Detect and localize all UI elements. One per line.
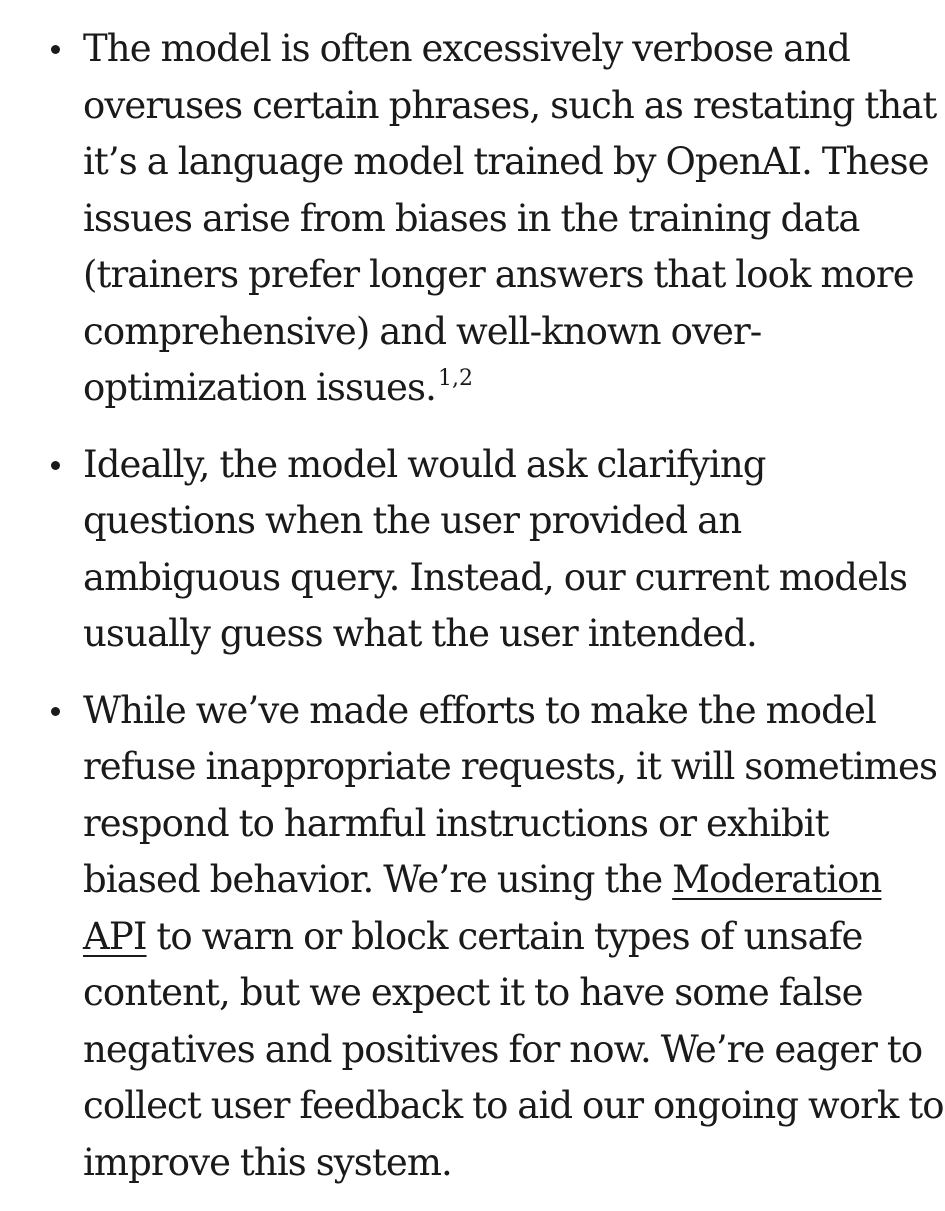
text-line: refuse inappropriate requests, it will sometimes bbox=[83, 745, 938, 788]
text-line: The model is often excessively verbose and bbox=[83, 27, 850, 70]
text-line: overuses certain phrases, such as restating that bbox=[83, 83, 937, 127]
text-line: negatives and positives for now. We’re eager to bbox=[83, 1027, 923, 1071]
text-line: improve this system. bbox=[83, 1140, 452, 1184]
text-line: it’s a language model trained by OpenAI. These bbox=[83, 140, 929, 183]
limitations-list bbox=[0, 21, 945, 1211]
text-line: respond to harmful instructions or exhibit bbox=[83, 801, 829, 845]
text-line: questions when the user provided an bbox=[83, 499, 742, 542]
text-line: issues arise from biases in the training data bbox=[83, 196, 860, 240]
text-segment: optimization issues. bbox=[83, 366, 436, 409]
text-line: collect user feedback to aid our ongoing work to bbox=[83, 1084, 944, 1127]
list-item-clarifying-questions bbox=[0, 437, 945, 663]
bullet-icon bbox=[51, 707, 60, 716]
text-line: (trainers prefer longer answers that look more bbox=[83, 253, 914, 296]
text-line: ambiguous query. Instead, our current models bbox=[83, 555, 908, 599]
moderation-api-link-part2[interactable]: API bbox=[83, 914, 147, 958]
bullet-icon bbox=[51, 461, 60, 470]
text-line: While we’ve made efforts to make the model bbox=[83, 688, 876, 732]
text-line: comprehensive) and well-known over- bbox=[83, 309, 762, 353]
bullet-icon bbox=[51, 45, 60, 54]
moderation-api-link-part1[interactable]: Moderation bbox=[672, 858, 882, 901]
text-line: content, but we expect it to have some false bbox=[83, 971, 863, 1014]
text-line: Ideally, the model would ask clarifying bbox=[83, 442, 766, 486]
text-line-with-link bbox=[83, 909, 925, 966]
list-item-verbosity bbox=[0, 21, 945, 417]
text-line-last bbox=[83, 360, 925, 417]
text-line-with-link bbox=[83, 852, 925, 909]
list-item-harmful-requests bbox=[0, 683, 945, 1192]
text-segment: biased behavior. We’re using the bbox=[83, 858, 673, 901]
text-line: usually guess what the user intended. bbox=[83, 612, 757, 655]
text-segment: to warn or block certain types of unsafe bbox=[146, 914, 863, 958]
footnote-reference[interactable]: 1,2 bbox=[438, 365, 473, 391]
